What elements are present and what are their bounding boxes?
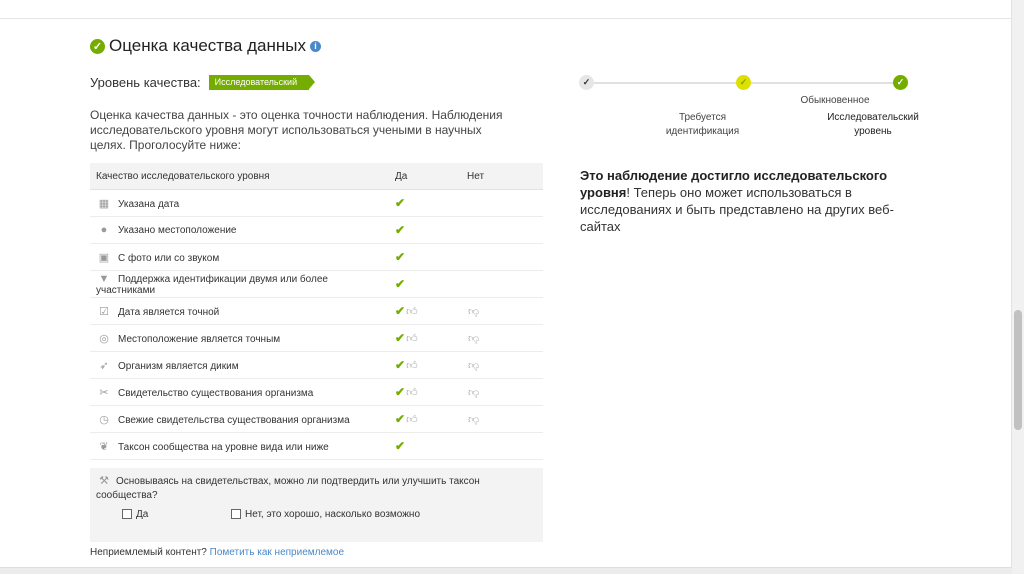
leaf-icon: ❦ <box>99 440 109 453</box>
research-grade-message <box>580 167 900 235</box>
check-icon: ✔ <box>395 250 406 264</box>
flag-inappropriate-link[interactable]: Пометить как неприемлемое <box>209 547 345 558</box>
option-yes[interactable] <box>122 508 148 522</box>
checkbox-no[interactable] <box>231 509 241 519</box>
check-icon: ✔ <box>395 196 406 210</box>
row-label: Организм является диким <box>118 360 239 372</box>
thumbs-up-icon[interactable]: 👍︎ <box>406 414 418 426</box>
section-title <box>90 36 321 56</box>
table-row <box>90 406 543 433</box>
check-icon: ✔ <box>395 385 406 399</box>
id-tag-icon: ▼ <box>98 272 110 285</box>
table-row <box>90 190 543 217</box>
quality-description: Оценка качества данных - это оценка точности наблюдения. Наблюдения исследовательского уровня могут использоваться учеными в научных целях. Проголосуйте ниже: <box>90 108 503 152</box>
row-label: Указано местоположение <box>118 225 237 236</box>
table-row <box>90 244 543 271</box>
thumbs-up-icon[interactable]: 👍︎ <box>406 387 418 399</box>
check-icon: ✔ <box>395 412 406 426</box>
header-no: Нет <box>461 163 543 190</box>
quality-level-label: Уровень качества: <box>90 75 201 90</box>
check-icon: ✔ <box>395 304 406 318</box>
table-row <box>90 298 543 325</box>
step-needs-id-label: Требуется идентификация <box>665 112 740 137</box>
title-text: Оценка качества данных <box>109 36 306 55</box>
calendar-check-icon: ☑ <box>99 305 109 318</box>
step-casual-check-icon: ✓ <box>579 75 594 90</box>
table-row <box>90 379 543 406</box>
message-bold: Это наблюдение достигло исследовательского уровня <box>580 168 888 200</box>
evidence-icon: ✂ <box>99 386 109 399</box>
option-no[interactable] <box>231 508 420 522</box>
calendar-icon: ▦ <box>98 197 110 210</box>
check-icon: ✔ <box>395 277 406 291</box>
thumbs-up-icon[interactable]: 👍︎ <box>406 333 418 345</box>
table-row <box>90 325 543 352</box>
row-label: Поддержка идентификации двумя или более участниками <box>96 273 328 296</box>
info-icon[interactable]: i <box>310 41 321 52</box>
photo-icon: ▣ <box>98 251 110 264</box>
table-row <box>90 217 543 244</box>
scrollbar-thumb[interactable] <box>1014 310 1022 430</box>
checkbox-yes[interactable] <box>122 509 132 519</box>
row-label: Указана дата <box>118 198 180 210</box>
thumbs-down-icon[interactable]: 👎︎ <box>468 305 480 318</box>
row-label: Дата является точной <box>118 306 220 318</box>
thumbs-down-icon[interactable]: 👎︎ <box>468 413 480 426</box>
thumbs-down-icon[interactable]: 👎︎ <box>468 332 480 345</box>
thumbs-down-icon[interactable]: 👎︎ <box>468 359 480 372</box>
header-yes: Да <box>389 163 461 190</box>
thumbs-down-icon[interactable]: 👎︎ <box>468 386 480 399</box>
clock-icon: ◷ <box>99 413 109 426</box>
check-icon: ✔ <box>395 358 406 372</box>
thumbs-up-icon[interactable]: 👍︎ <box>406 360 418 372</box>
target-icon: ◎ <box>99 332 109 345</box>
row-label: Свидетельство существования организма <box>118 387 314 399</box>
table-row <box>90 352 543 379</box>
question-text: Основываясь на свидетельствах, можно ли подтвердить или улучшить таксон сообщества? <box>96 476 480 501</box>
top-divider <box>0 18 1012 19</box>
option-yes-label: Да <box>136 509 149 520</box>
vertical-scrollbar[interactable] <box>1011 0 1024 574</box>
map-marker-icon: ● <box>100 224 108 236</box>
row-label: Местоположение является точным <box>118 333 281 345</box>
row-label: С фото или со звуком <box>118 252 220 264</box>
quality-grade-badge: Исследовательский <box>209 75 309 90</box>
step-research-check-icon: ✓ <box>893 75 908 90</box>
check-icon: ✔ <box>395 223 406 237</box>
row-label: Таксон сообщества на уровне вида или ниже <box>118 441 329 453</box>
message-rest: ! Теперь оно может использоваться в исследованиях и быть представлено на других веб-сайтах <box>580 185 894 234</box>
table-row <box>90 433 543 460</box>
thumbs-up-icon[interactable]: 👍︎ <box>406 306 418 318</box>
check-icon: ✔ <box>395 439 406 453</box>
taxon-question-box <box>90 468 543 542</box>
bottom-scroll-area <box>0 567 1012 574</box>
step-research-label: Исследовательский уровень <box>827 112 919 137</box>
quality-metrics-table <box>90 163 543 460</box>
wild-animal-icon: ➶ <box>99 359 109 372</box>
inappropriate-row <box>90 547 344 558</box>
row-label: Свежие свидетельства существования организма <box>118 414 350 426</box>
step-casual-label: Обыкновенное <box>800 95 870 106</box>
check-circle-icon: ✓ <box>90 39 105 54</box>
header-criteria: Качество исследовательского уровня <box>90 163 389 190</box>
step-needs-id-check-icon: ✓ <box>736 75 751 90</box>
inappropriate-label: Неприемлемый контент? <box>90 547 207 558</box>
quality-level-row <box>90 75 309 90</box>
table-header-row <box>90 163 543 190</box>
table-row <box>90 271 543 298</box>
option-no-label: Нет, это хорошо, насколько возможно <box>245 509 420 520</box>
check-icon: ✔ <box>395 331 406 345</box>
gavel-icon: ⚒ <box>99 475 109 487</box>
